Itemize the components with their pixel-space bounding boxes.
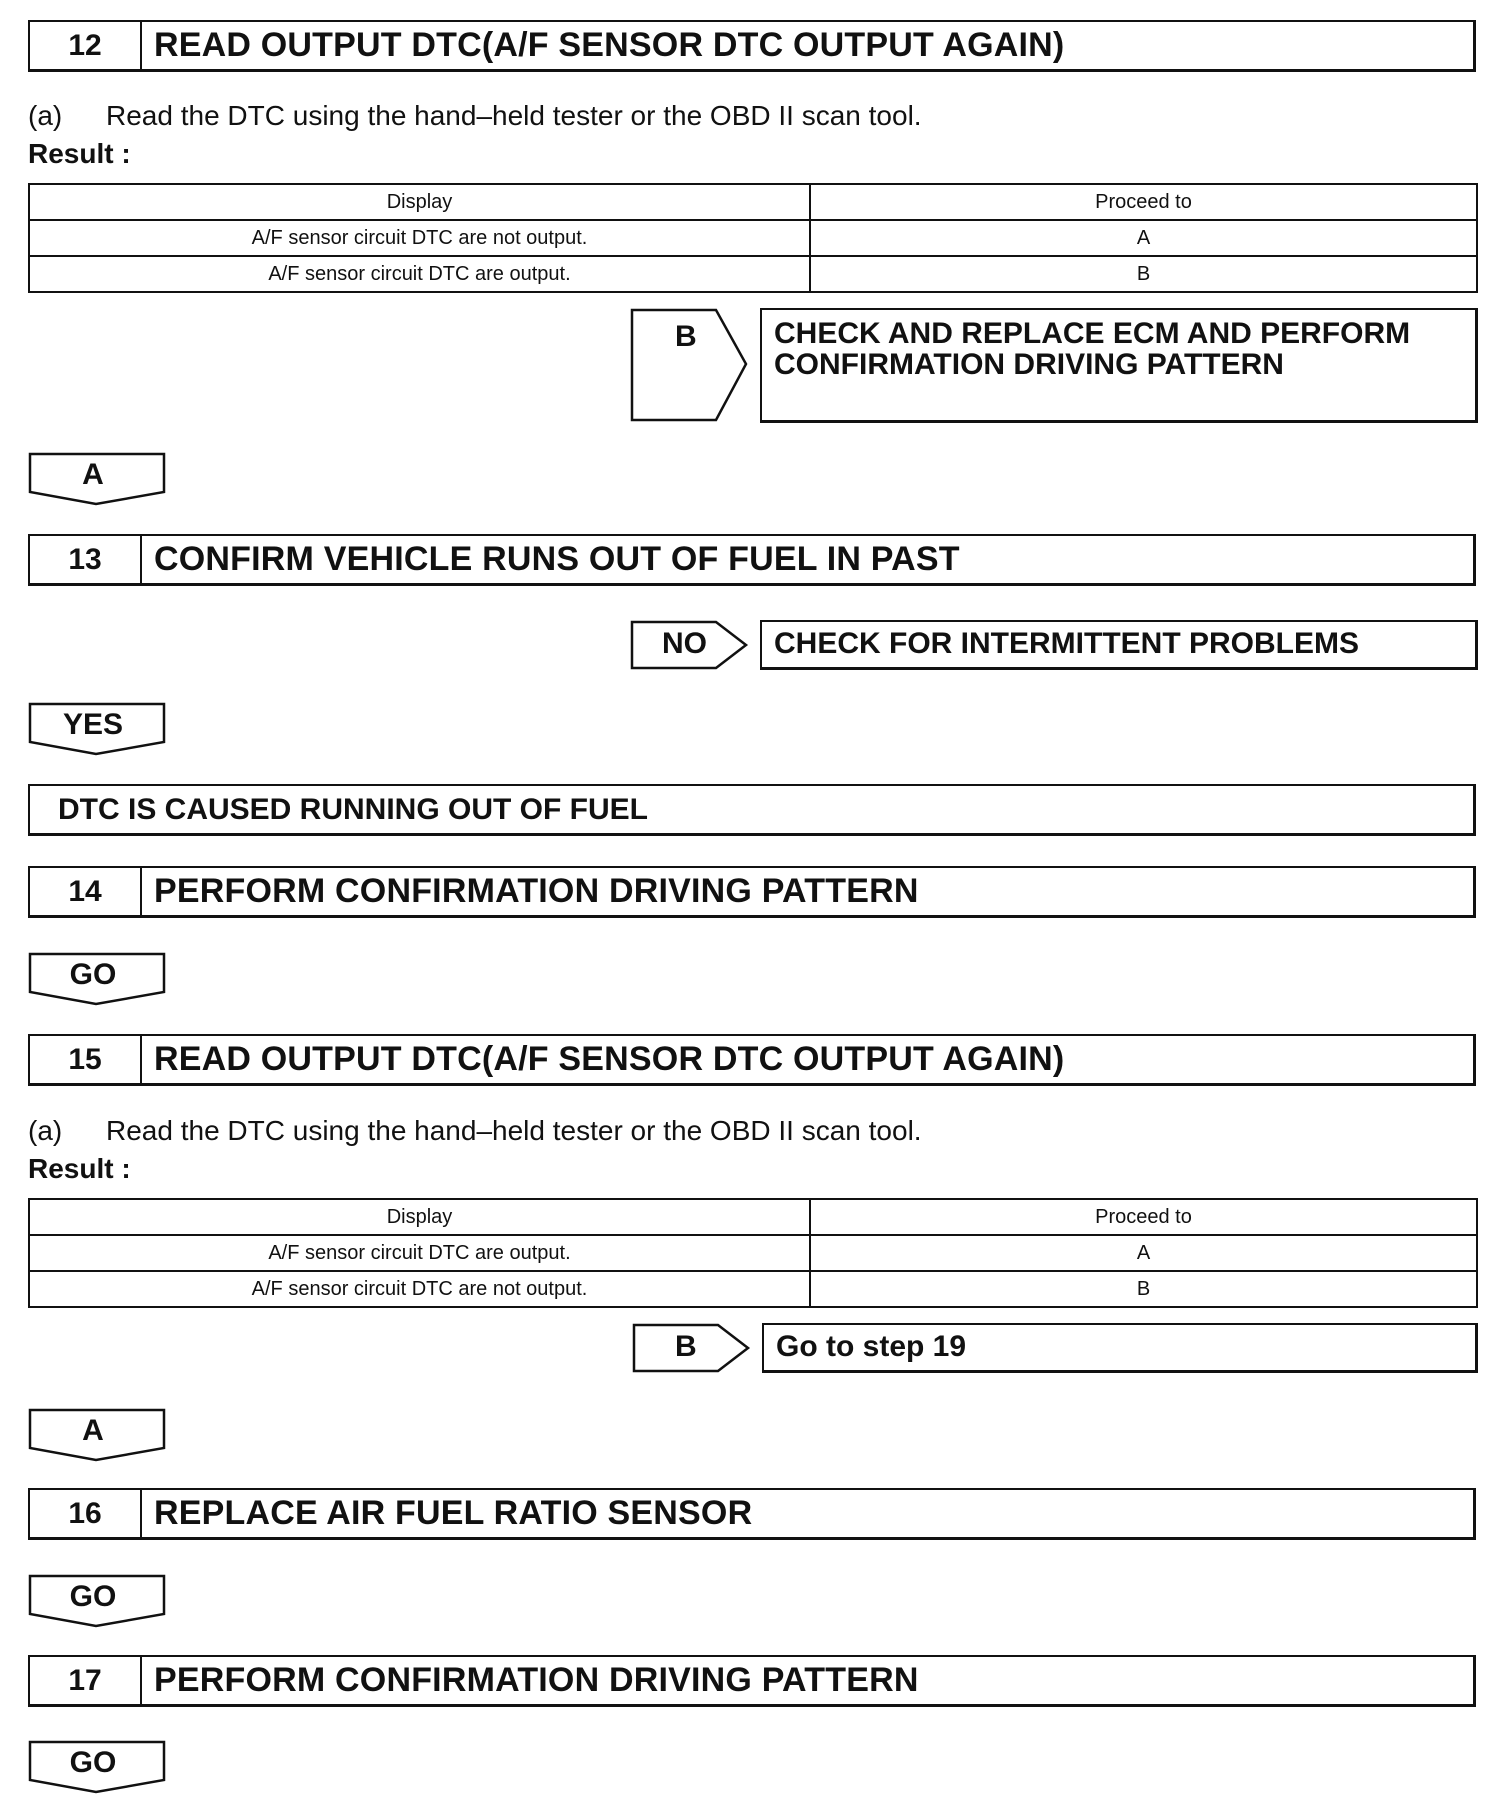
header-proceed: Proceed to (810, 184, 1477, 220)
flow-label: GO (69, 1580, 117, 1613)
flow-go-17 (28, 1740, 168, 1796)
table-row (29, 256, 1477, 292)
flow-a-15 (28, 1408, 168, 1464)
step-title: READ OUTPUT DTC(A/F SENSOR DTC OUTPUT AGAIN) (154, 1040, 1065, 1078)
flow-yes-13 (28, 702, 168, 758)
cell-display: A/F sensor circuit DTC are not output. (29, 1271, 810, 1307)
step-16-header (28, 1488, 1476, 1540)
cell-display: A/F sensor circuit DTC are output. (29, 1235, 810, 1271)
flow-go-14 (28, 952, 168, 1008)
instruction-label: (a) (28, 100, 63, 131)
table-row (29, 1271, 1477, 1307)
branch-tag-label: NO (662, 627, 707, 660)
cell-proceed: A (810, 220, 1477, 256)
result-table-12 (28, 183, 1478, 293)
branch-b-tag-12 (630, 308, 750, 423)
step-number: 14 (30, 868, 142, 915)
step-title: REPLACE AIR FUEL RATIO SENSOR (154, 1494, 753, 1532)
step-14-header (28, 866, 1476, 918)
step-title: PERFORM CONFIRMATION DRIVING PATTERN (154, 1661, 919, 1699)
branch-no-tag-13 (630, 620, 750, 672)
result-label: Result : (28, 138, 131, 169)
flow-label: GO (69, 1746, 117, 1779)
step-number: 13 (30, 536, 142, 583)
branch-text-line1: CHECK AND REPLACE ECM AND PERFORM (774, 317, 1411, 350)
cell-display: A/F sensor circuit DTC are output. (29, 256, 810, 292)
cell-display: A/F sensor circuit DTC are not output. (29, 220, 810, 256)
branch-result-13: CHECK FOR INTERMITTENT PROBLEMS (760, 620, 1478, 670)
step-12-header (28, 20, 1476, 72)
flow-a-12 (28, 452, 168, 508)
step-title: PERFORM CONFIRMATION DRIVING PATTERN (154, 872, 919, 910)
conclusion-banner: DTC IS CAUSED RUNNING OUT OF FUEL (28, 784, 1476, 836)
flow-label: GO (69, 958, 117, 991)
step-title: READ OUTPUT DTC(A/F SENSOR DTC OUTPUT AGAIN) (154, 26, 1065, 64)
header-proceed: Proceed to (810, 1199, 1477, 1235)
step-number: 12 (30, 22, 142, 69)
result-table-15 (28, 1198, 1478, 1308)
flow-label: A (82, 1414, 104, 1447)
flow-go-16 (28, 1574, 168, 1630)
header-display: Display (29, 184, 810, 220)
cell-proceed: B (810, 1271, 1477, 1307)
flow-label: A (82, 458, 104, 491)
cell-proceed: B (810, 256, 1477, 292)
instruction-text: Read the DTC using the hand–held tester or the OBD II scan tool. (106, 1115, 922, 1146)
step-number: 17 (30, 1657, 142, 1704)
table-row (29, 220, 1477, 256)
step-17-header (28, 1655, 1476, 1707)
branch-b-tag-15 (632, 1323, 752, 1375)
table-header-row (29, 1199, 1477, 1235)
branch-tag-label: B (675, 1330, 697, 1363)
step-13-header (28, 534, 1476, 586)
instruction-12 (28, 100, 922, 132)
instruction-label: (a) (28, 1115, 63, 1146)
table-row (29, 1235, 1477, 1271)
result-label: Result : (28, 1153, 131, 1184)
branch-text-line2: CONFIRMATION DRIVING PATTERN (774, 348, 1284, 381)
step-title: CONFIRM VEHICLE RUNS OUT OF FUEL IN PAST (154, 540, 960, 578)
instruction-15 (28, 1115, 922, 1147)
table-header-row (29, 184, 1477, 220)
step-number: 15 (30, 1036, 142, 1083)
header-display: Display (29, 1199, 810, 1235)
instruction-text: Read the DTC using the hand–held tester or the OBD II scan tool. (106, 100, 922, 131)
step-number: 16 (30, 1490, 142, 1537)
branch-result-12 (760, 308, 1478, 423)
cell-proceed: A (810, 1235, 1477, 1271)
branch-tag-label: B (675, 320, 697, 353)
branch-result-15: Go to step 19 (762, 1323, 1478, 1373)
step-15-header (28, 1034, 1476, 1086)
flow-label: YES (62, 708, 124, 741)
